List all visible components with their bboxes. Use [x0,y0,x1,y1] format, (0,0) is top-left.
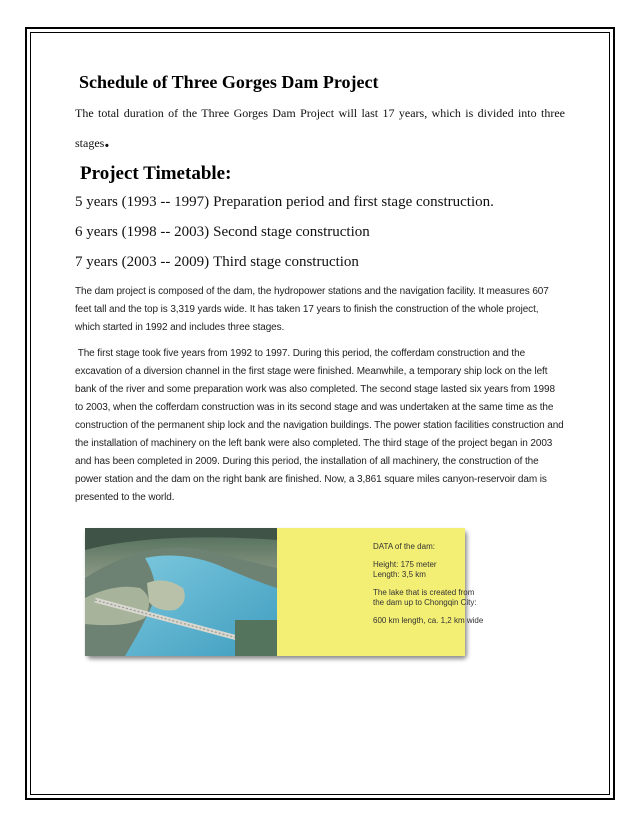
timetable-item [75,253,565,272]
intro-text: The total duration of the Three Gorges Dam Project will last 17 years, which is divided into three stages [75,106,565,150]
dam-data-panel [277,528,484,656]
lake-size: 600 km length, ca. 1,2 km wide [373,616,484,625]
dam-model-photo [85,528,277,656]
timetable-label: Second stage construction [213,224,370,240]
dam-model-figure [85,528,484,656]
dam-data-heading: DATA of the dam: [373,542,435,551]
intro-paragraph [75,99,565,157]
body-paragraph-overview: The dam project is composed of the dam, the hydropower stations and the navigation facility. It measures 607 feet tall and the top is 3,319 yards wide. It has taken 17 years to finish the construction of the whole project, which started in 1992 and includes three stages. [75,286,549,333]
timetable-period: 5 years (1993 -- 1997) [75,194,210,210]
body-paragraph-stages [75,345,565,507]
dam-height: Height: 175 meter [373,560,437,569]
lake-description-line2: the dam up to Chongqin City: [373,598,477,607]
timetable-list [75,193,565,272]
body-paragraph-stages-text: The first stage took five years from 1992 to 1997. During this period, the cofferdam construction and the excavation of a diversion channel in the first stage were finished. Meanwhile, a temporary ship lock on the left bank of the river and some preparation work was also completed. The second stage lasted six years from 1998 to 2003, when the cofferdam construction was in its second stage and was undertaken at the same time as the construction of the permanent ship lock and the navigation buildings. The power station facilities construction and the installation of machinery on the left bank were also completed. The third stage of the project began in 2003 and has been completed in 2009. During this period, the installation of all machinery, the construction of the power station and the dam on the right bank are finished. Now, a 3,861 square miles canyon-reservoir dam is presented to the world. [75,348,564,503]
timetable-period: 7 years (2003 -- 2009) [75,254,210,270]
document-title: Schedule of Three Gorges Dam Project [79,72,379,92]
timetable-period: 6 years (1998 -- 2003) [75,224,210,240]
timetable-item [75,223,565,242]
dam-length: Length: 3,5 km [373,570,426,579]
timetable-heading: Project Timetable: [80,163,232,184]
document-content [75,72,565,507]
intro-end-mark: . [104,130,110,152]
timetable-label: Third stage construction [213,254,359,270]
timetable-item [75,193,565,212]
timetable-label: Preparation period and first stage construction. [213,194,494,210]
lake-description-line1: The lake that is created from [373,588,475,597]
